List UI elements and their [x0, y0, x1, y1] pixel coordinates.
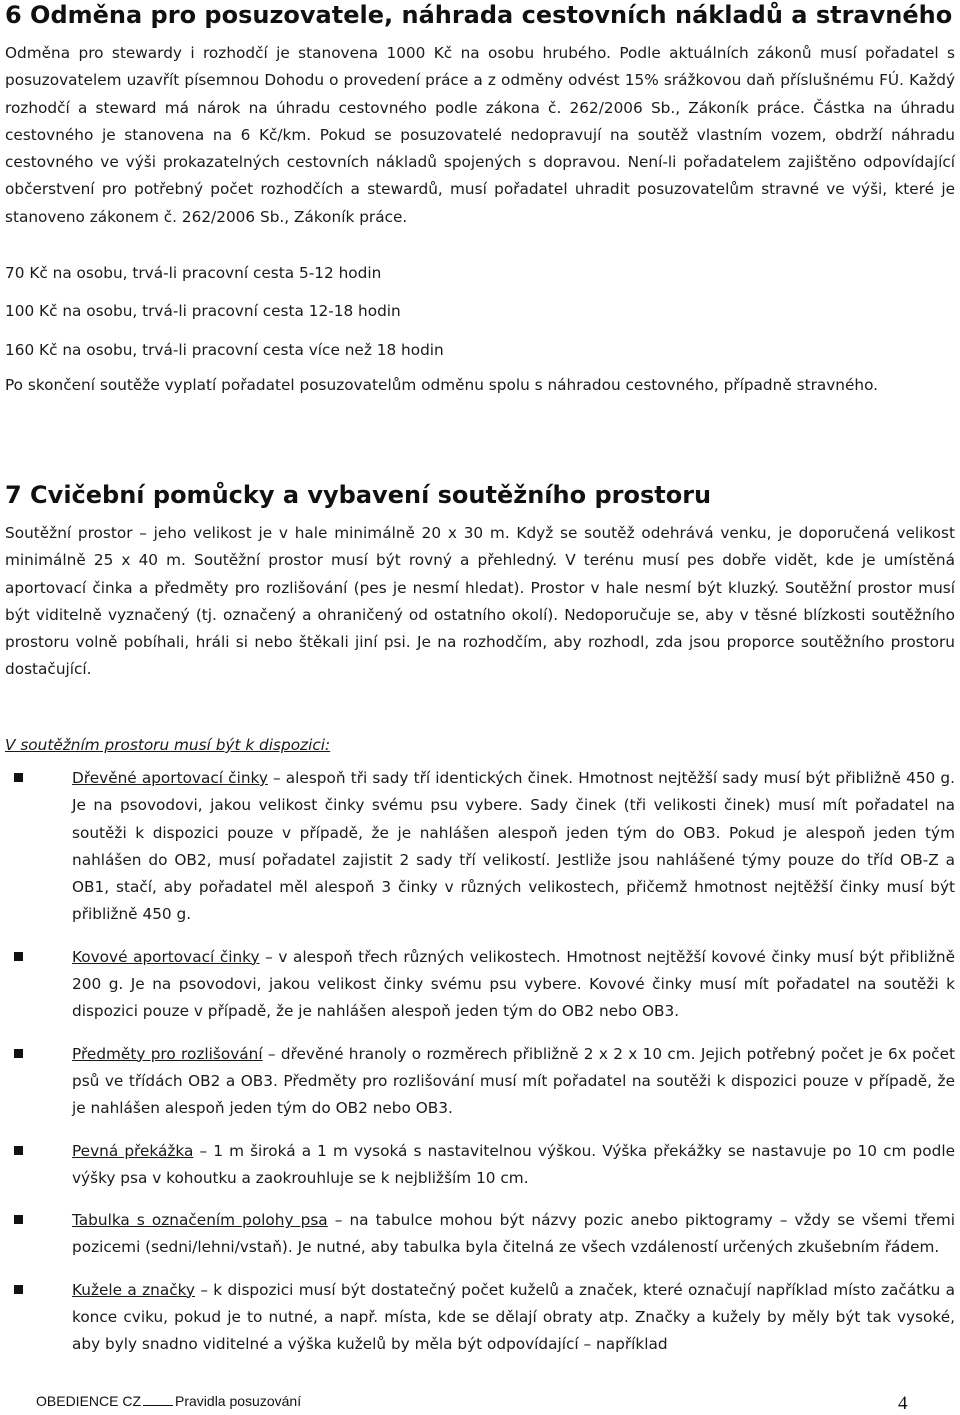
- equipment-item-text: [72, 944, 955, 1026]
- equipment-term: Kovové aportovací činky: [72, 947, 260, 966]
- square-bullet-icon: [14, 1215, 23, 1224]
- equipment-term: Dřevěné aportovací činky: [72, 769, 268, 787]
- intro-sentence-2: Každý rozhodčí a steward má nárok na úhradu cestovného podle zákona č. 262/2006 Sb., Zákoník práce.: [5, 71, 955, 117]
- meal-rate-line: 160 Kč na osobu, trvá-li pracovní cesta více než 18 hodin: [5, 341, 444, 359]
- list-item: [5, 1207, 955, 1262]
- list-item: [5, 1041, 955, 1123]
- square-bullet-icon: [14, 773, 23, 782]
- equipment-item-text: [72, 765, 955, 929]
- list-item: [5, 944, 955, 1026]
- intro-sentence-3: Částka na úhradu cestovného je stanovena na 6 Kč/km. Pokud se posuzovatelé nedopravují na soutěž vlastním vozem, obdrží náhradu cestovného ve výši prokazatelných cestovních nákladů spojených s dopravou. Není-li pořadatelem zajištěno odpovídající občerstvení pro potřebný počet rozhodčích a stewardů, musí pořadatel uhradit posuzovatelům stravné ve výši, které je stanoveno zákonem č. 262/2006 Sb., Zákoník práce.: [5, 98, 955, 226]
- equipment-item-text: [72, 1138, 955, 1193]
- equipment-item-text: [72, 1207, 955, 1262]
- equipment-item-text: [72, 1277, 955, 1359]
- equipment-term: Kužele a značky: [72, 1280, 195, 1299]
- list-item: [5, 1277, 955, 1359]
- equipment-description: – 1 m široká a 1 m vysoká s nastavitelnou výškou. Výška překážky se nastavuje po 10 cm podle výšky psa v kohoutku a zaokrouhluje se k nejbližším 10 cm.: [72, 1141, 955, 1187]
- section-7-heading: 7 Cvičební pomůcky a vybavení soutěžního prostoru: [5, 481, 712, 509]
- equipment-term: Předměty pro rozlišování: [72, 1044, 263, 1063]
- meal-rate-line: 70 Kč na osobu, trvá-li pracovní cesta 5-12 hodin: [5, 264, 382, 282]
- equipment-description: – na tabulce mohou být názvy pozic anebo piktogramy – vždy se všemi třemi pozicemi (sedni/lehni/vstaň). Je nutné, aby tabulka byla čitelná ze všech vzdáleností určených zkušebním řádem.: [72, 1211, 955, 1257]
- page-footer: [36, 1393, 301, 1409]
- equipment-term: Tabulka s označením polohy psa: [72, 1211, 328, 1230]
- footer-org: OBEDIENCE CZ: [36, 1393, 142, 1409]
- page-number: 4: [898, 1393, 908, 1414]
- list-item: [5, 765, 955, 929]
- competition-space-paragraph: Soutěžní prostor – jeho velikost je v hale minimálně 20 x 30 m. Když se soutěž odehrává venku, je doporučená velikost minimálně 25 x 40 m. Soutěžní prostor musí být rovný a přehledný. V terénu musí pes dobře vidět, kde je umístěná aportovací činka a předměty pro rozlišování (pes je nesmí hledat). Prostor v hale nesmí být kluzký. Soutěžní prostor musí být viditelně vyznačený (tj. označený a ohraničený od ostatního okolí). Nedoporučuje se, aby v těsné blízkosti soutěžního prostoru volně pobíhali, hráli si nebo štěkali jiní psi. Je na rozhodčím, aby rozhodl, zda jsou proporce soutěžního prostoru dostačující.: [5, 524, 955, 679]
- payment-paragraph: Po skončení soutěže vyplatí pořadatel posuzovatelům odměnu spolu s náhradou cestovného, případně stravného.: [5, 376, 879, 394]
- availability-heading: V soutěžním prostoru musí být k dispozici:: [5, 736, 331, 754]
- section-6-heading: 6 Odměna pro posuzovatele, náhrada cestovních nákladů a stravného: [5, 1, 953, 29]
- equipment-term: Pevná překážka: [72, 1141, 194, 1160]
- equipment-description: – k dispozici musí být dostatečný počet kuželů a značek, které označují například místo začátku a konce cviku, pokud je to nutné, a např. místa, kde se dělají obraty atp. Značky a kužely by měly být tak vysoké, aby byly snadno viditelné a výška kuželů by měla být odpovídající – například: [72, 1280, 955, 1354]
- equipment-description: – alespoň tři sady tří identických činek. Hmotnost nejtěžší sady musí být přibližně 450 g. Je na psovodovi, jakou velikost činky svému psu vybere. Sady činek (tři velikosti činek) musí mít pořadatel na soutěži k dispozici pouze v případě, že je nahlášen alespoň jeden tým do OB3. Pokud je alespoň jeden tým nahlášen do OB2, musí pořadatel zajistit 2 sady tří velikostí. Jestliže jsou nahlášené týmy pouze do tříd OB-Z a OB1, stačí, aby pořadatel měl alespoň 3 činky v různých velikostech, přičemž hmotnost nejtěžší činky musí být přibližně 450 g.: [72, 769, 955, 924]
- equipment-description: – v alespoň třech různých velikostech. Hmotnost nejtěžší kovové činky musí být přibližně 200 g. Je na psovodovi, jakou velikost činky svému psu vybere. Kovové činky musí mít pořadatel na soutěži k dispozici pouze v případě, že je nahlášen alespoň jeden tým do OB2 nebo OB3.: [72, 947, 955, 1021]
- intro-sentence-1: Odměna pro stewardy i rozhodčí je stanovena 1000 Kč na osobu hrubého. Podle aktuálních zákonů musí pořadatel s posuzovatelem uzavřít písemnou Dohodu o provedení práce a z odměny odvést 15% srážkovou daň příslušnému FÚ.: [5, 44, 955, 90]
- square-bullet-icon: [14, 1049, 23, 1058]
- square-bullet-icon: [14, 1285, 23, 1294]
- section-6-intro-paragraph: [5, 40, 955, 231]
- equipment-item-text: [72, 1041, 955, 1123]
- square-bullet-icon: [14, 952, 23, 961]
- square-bullet-icon: [14, 1146, 23, 1155]
- footer-document-title: Pravidla posuzování: [175, 1393, 302, 1409]
- equipment-description: – dřevěné hranoly o rozměrech přibližně 2 x 2 x 10 cm. Jejich potřebný počet je 6x počet psů ve třídách OB2 a OB3. Předměty pro rozlišování musí mít pořadatel na soutěži k dispozici pouze v případě, že je nahlášen alespoň jeden tým do OB2 nebo OB3.: [72, 1044, 956, 1118]
- meal-rate-line: 100 Kč na osobu, trvá-li pracovní cesta 12-18 hodin: [5, 302, 401, 320]
- list-item: [5, 1138, 955, 1193]
- equipment-list: [5, 765, 955, 1374]
- footer-separator: [143, 1405, 173, 1406]
